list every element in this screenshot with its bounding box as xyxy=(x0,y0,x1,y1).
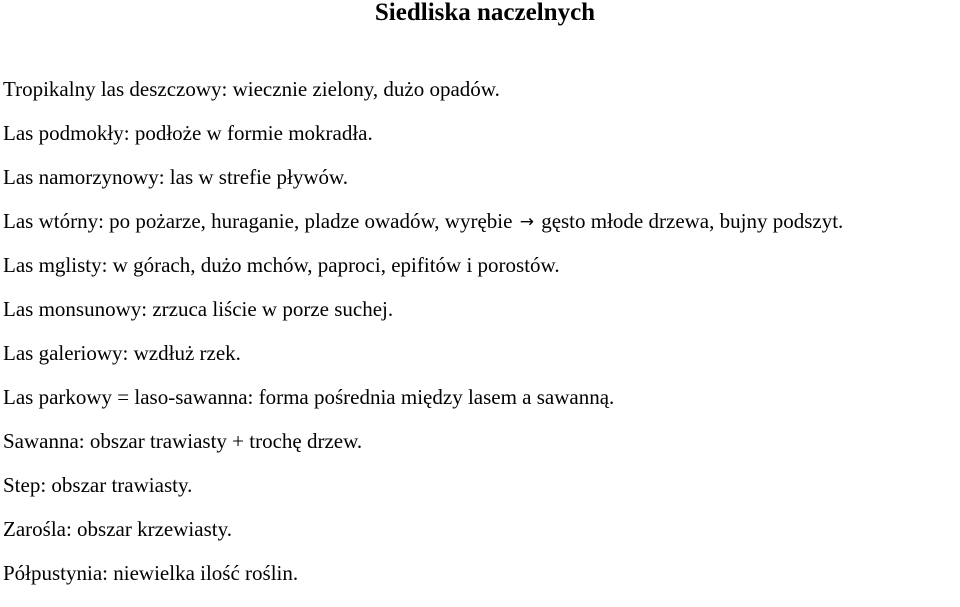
line-text-after: gęsto młode drzewa, bujny podszyt. xyxy=(541,209,844,233)
list-item: Tropikalny las deszczowy: wiecznie zielony, dużo opadów. xyxy=(3,77,500,101)
page-title: Siedliska naczelnych xyxy=(374,0,596,26)
right-arrow-icon: → xyxy=(519,212,534,232)
list-item: Las galeriowy: wzdłuż rzek. xyxy=(3,341,241,365)
habitat-list xyxy=(3,79,843,607)
list-item xyxy=(3,211,843,232)
line-text-before: Las wtórny: po pożarze, huraganie, pladze owadów, wyrębie xyxy=(3,209,513,233)
list-item: Las parkowy = laso-sawanna: forma pośrednia między lasem a sawanną. xyxy=(3,385,615,409)
list-item: Las mglisty: w górach, dużo mchów, paproci, epifitów i porostów. xyxy=(3,253,560,277)
list-item: Sawanna: obszar trawiasty + trochę drzew. xyxy=(3,429,363,453)
list-item: Las namorzynowy: las w strefie pływów. xyxy=(3,165,349,189)
list-item: Step: obszar trawiasty. xyxy=(3,473,193,497)
list-item: Las podmokły: podłoże w formie mokradła. xyxy=(3,121,373,145)
list-item: Las monsunowy: zrzuca liście w porze suchej. xyxy=(3,297,394,321)
list-item: Zarośla: obszar krzewiasty. xyxy=(3,517,232,541)
list-item: Półpustynia: niewielka ilość roślin. xyxy=(3,561,299,585)
